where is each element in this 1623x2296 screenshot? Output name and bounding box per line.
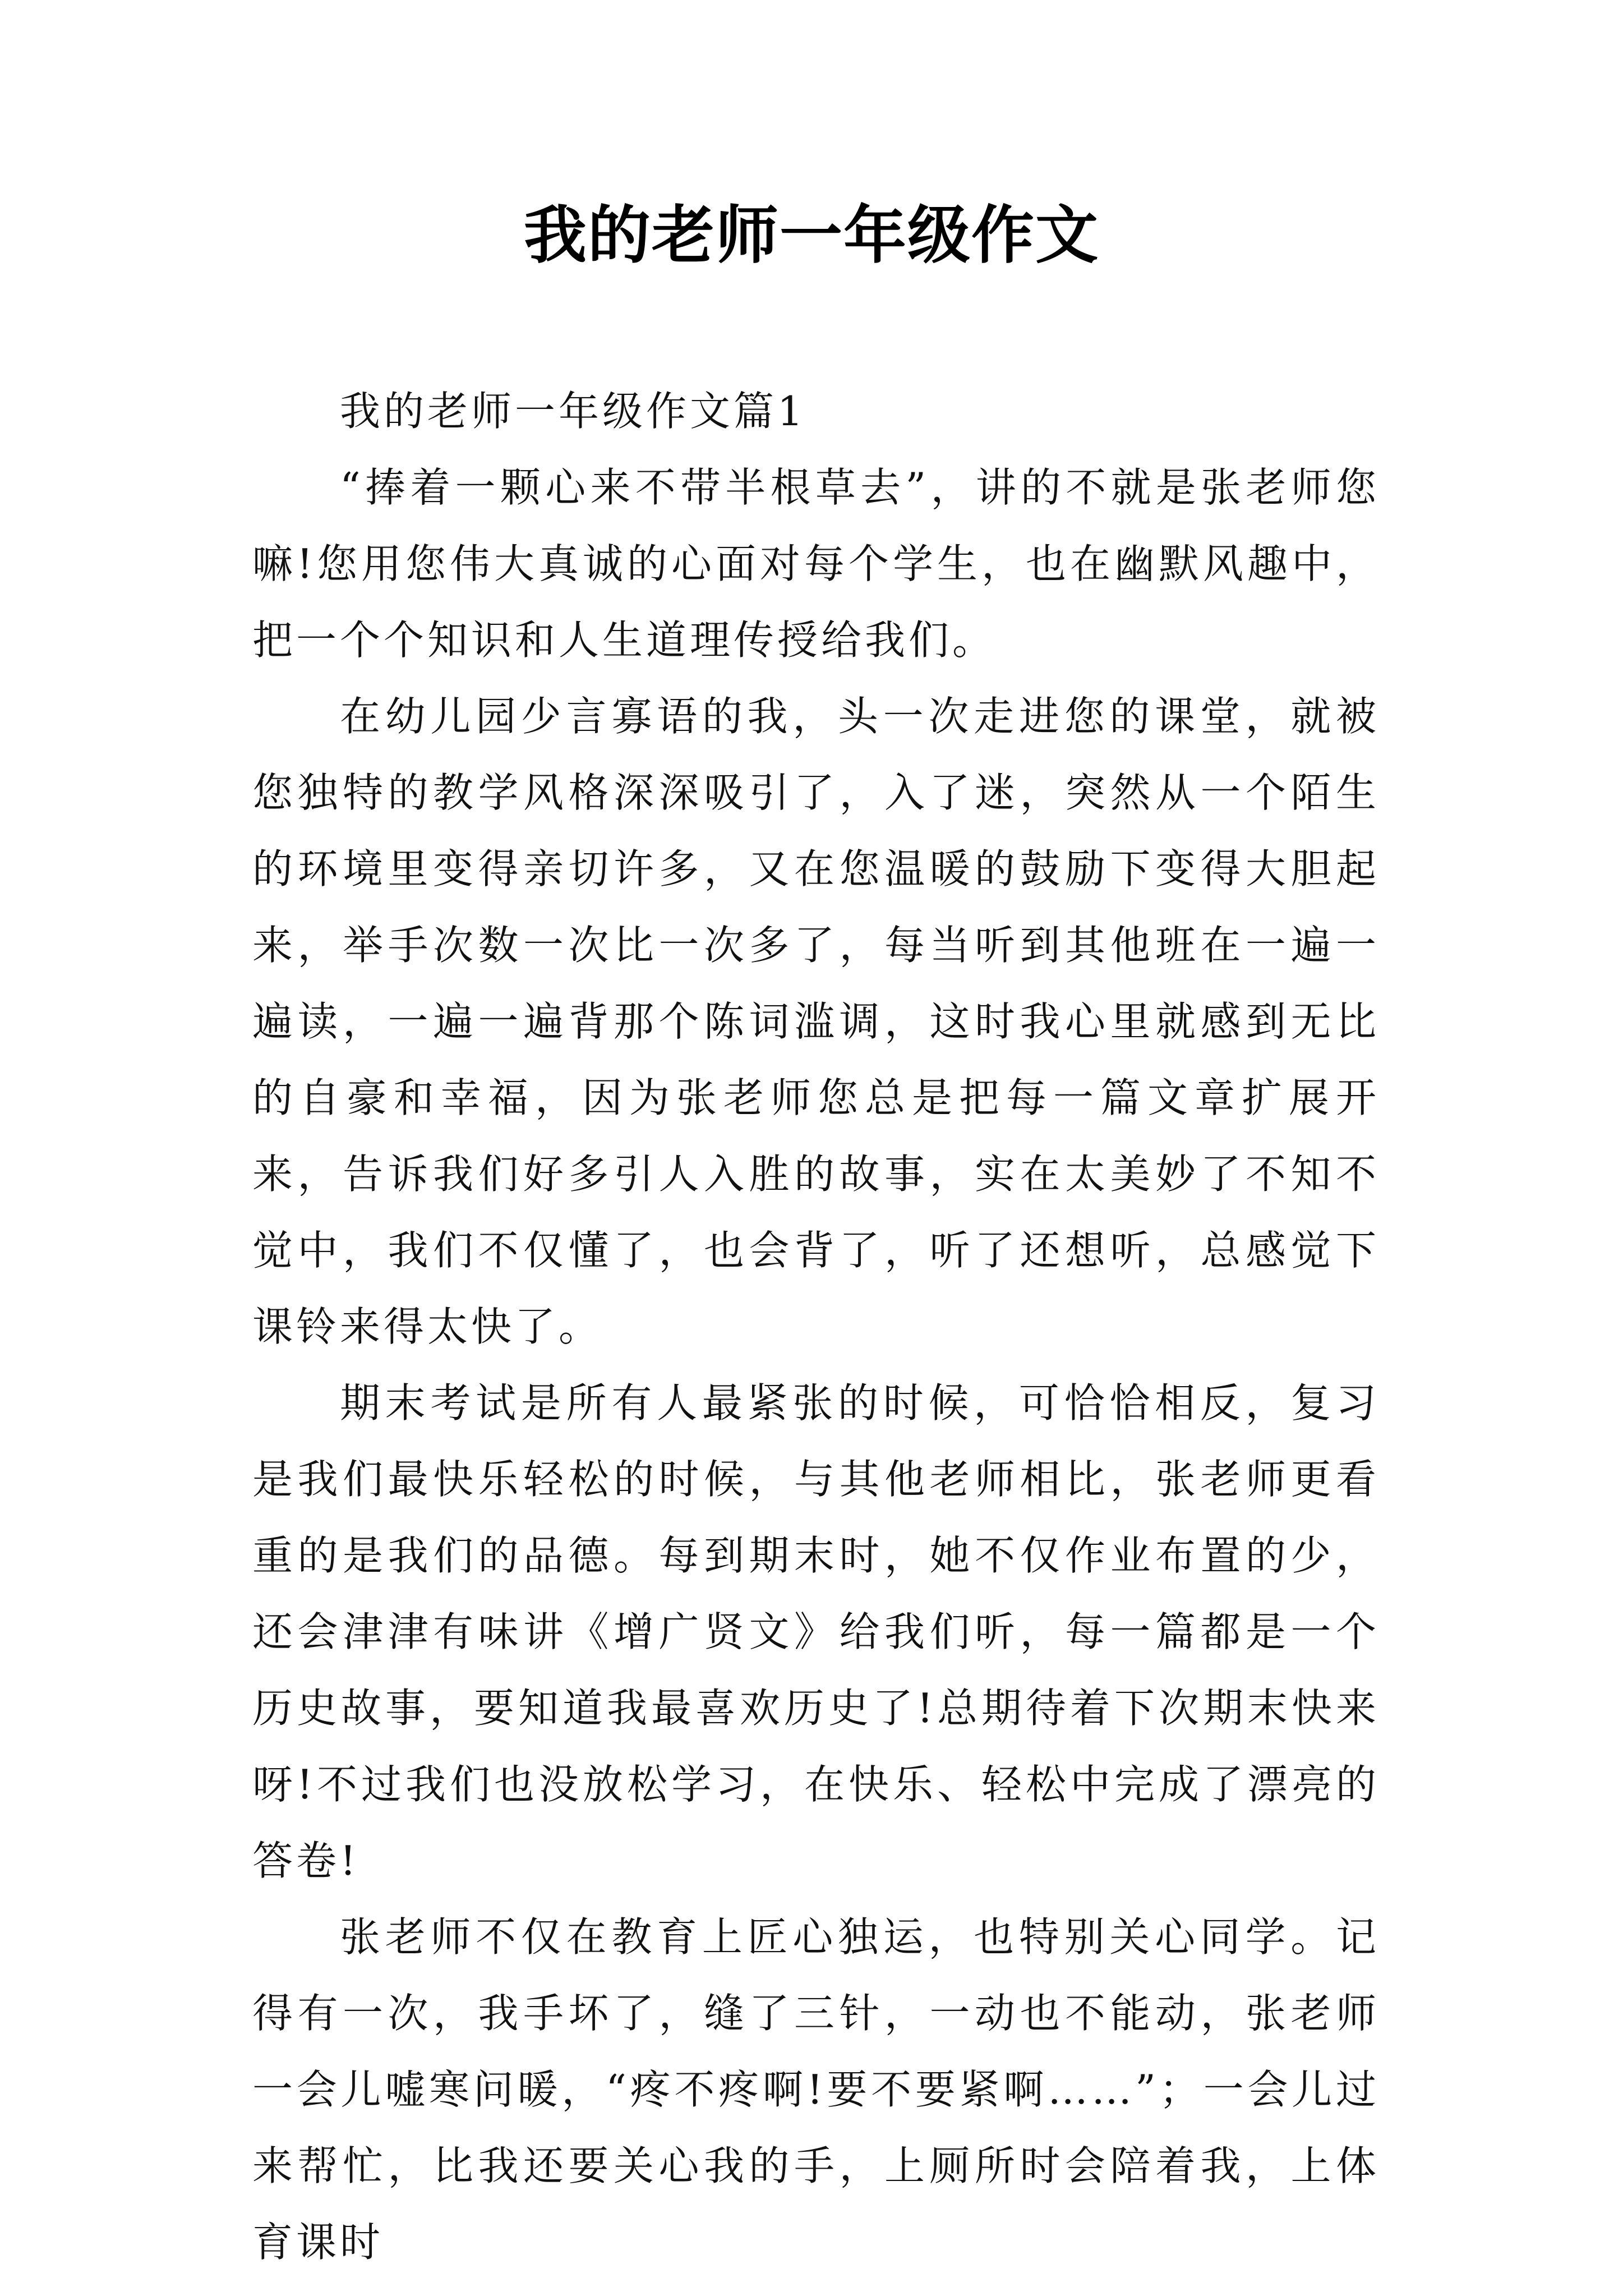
paragraph: “捧着一颗心来不带半根草去”，讲的不就是张老师您嘛!您用您伟大真诚的心面对每个学生，也在幽默风趣中，把一个个知识和人生道理传授给我们。 [252,464,1380,664]
paragraph: 在幼儿园少言寡语的我，头一次走进您的课堂，就被您独特的教学风格深深吸引了，入了迷，突然从一个陌生的环境里变得亲切许多，又在您温暖的鼓励下变得大胆起来，举手次数一次比一次多了，每当听到其他班在一遍一遍读，一遍一遍背那个陈词滥调，这时我心里就感到无比的自豪和幸福，因为张老师您总是把每一篇文章扩展开来，告诉我们好多引人入胜的故事，实在太美妙了不知不觉中，我们不仅懂了，也会背了，听了还想听，总感觉下课铃来得太快了。 [252,693,1380,1350]
document-title: 我的老师一年级作文 [524,199,1099,272]
paragraph: 张老师不仅在教育上匠心独运，也特别关心同学。记得有一次，我手坏了，缝了三针，一动也不能动，张老师一会儿嘘寒问暖，“疼不疼啊!要不要紧啊……”；一会儿过来帮忙，比我还要关心我的手，上厕所时会陪着我，上体育课时 [252,1913,1380,2266]
paragraph: 期末考试是所有人最紧张的时候，可恰恰相反，复习是我们最快乐轻松的时候，与其他老师相比，张老师更看重的是我们的品德。每到期末时，她不仅作业布置的少，还会津津有味讲《增广贤文》给我们听，每一篇都是一个历史故事，要知道我最喜欢历史了!总期待着下次期末快来呀!不过我们也没放松学习，在快乐、轻松中完成了漂亮的答卷! [252,1379,1380,1884]
document-body [252,373,1380,2280]
section-heading: 我的老师一年级作文篇1 [340,388,806,435]
